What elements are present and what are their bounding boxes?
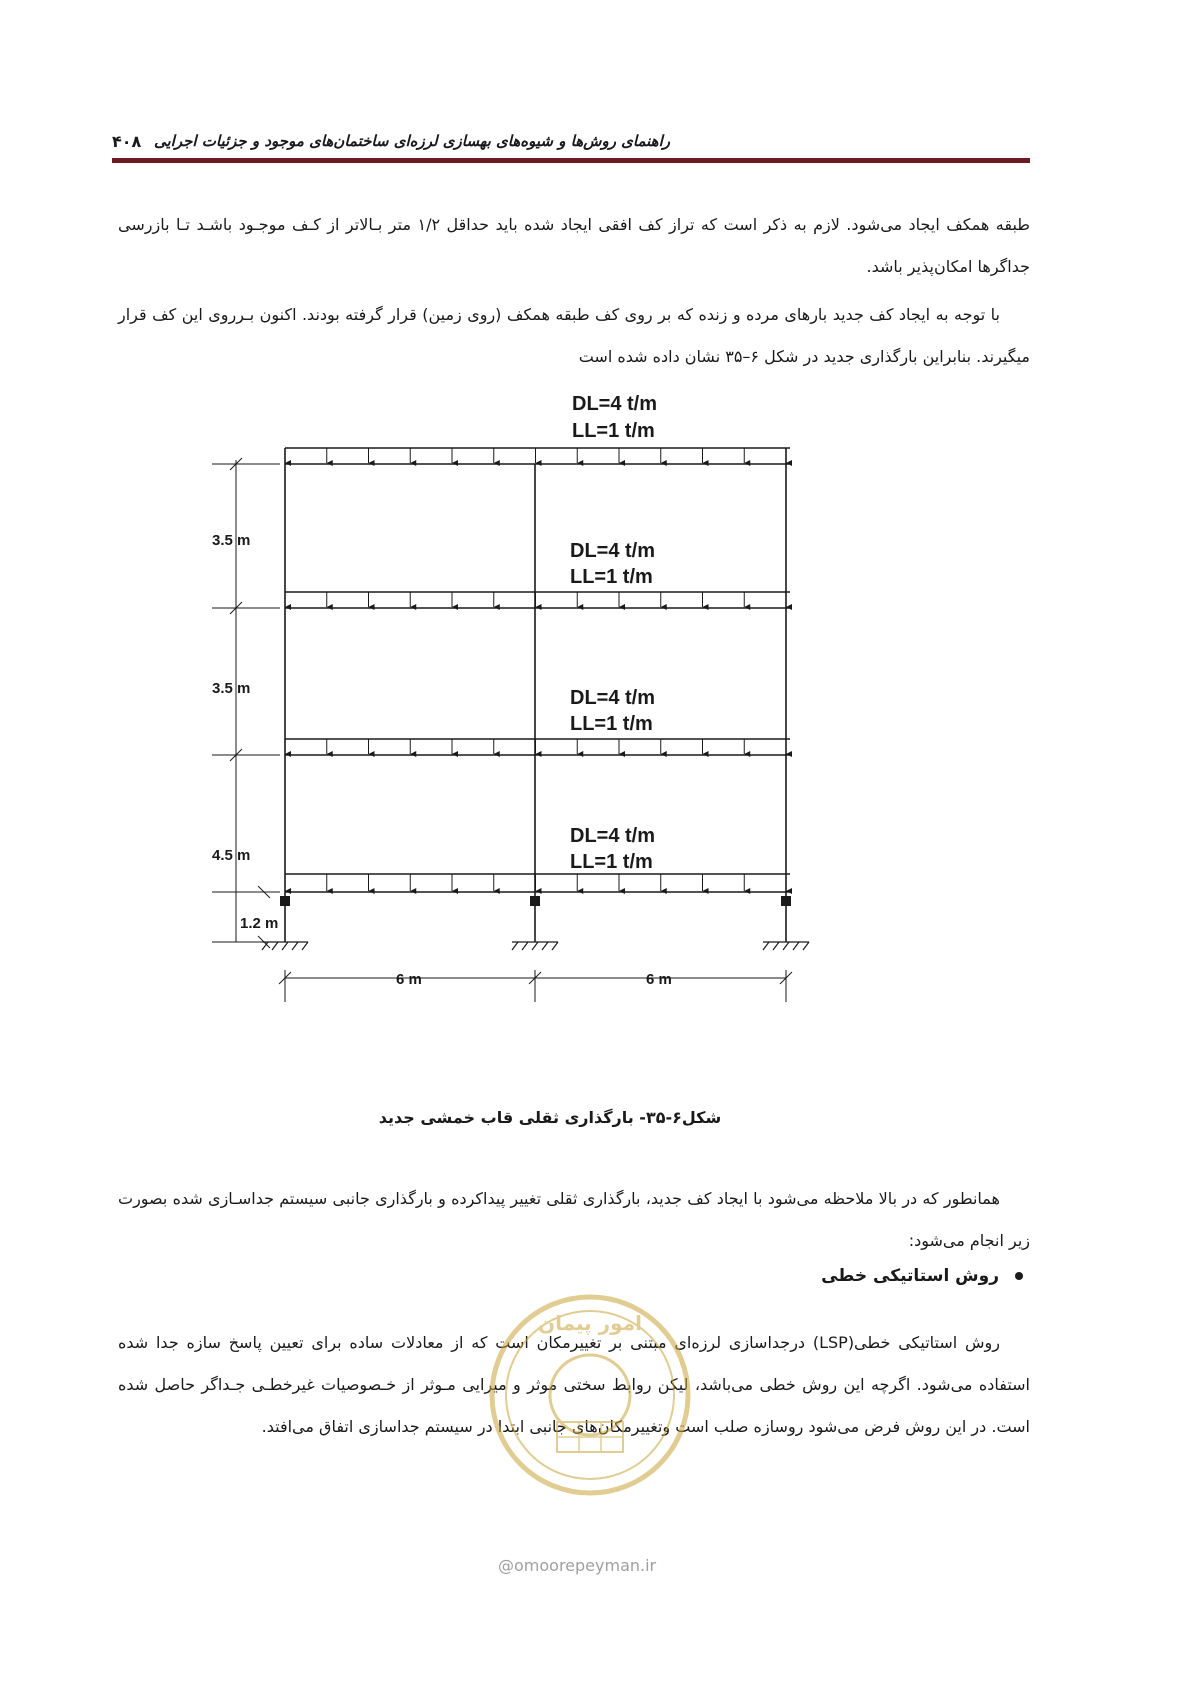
paragraph-1: طبقه همکف ایجاد می‌شود. لازم به ذکر است که تراز کف افقی ایجاد شده باید حداقل ۱/۲ متر بـالاتر از کـف موجـود باشـد تـا بازرسی جداگرها امکان‌پذیر باشد.: [118, 215, 1031, 276]
load-label-dl: DL=4 t/m: [570, 825, 656, 847]
load-label-ll: LL=1 t/m: [570, 851, 653, 873]
beams: [285, 448, 790, 892]
load-label-ll: LL=1 t/m: [570, 566, 653, 588]
header-rule: [112, 158, 1030, 163]
load-label-dl: DL=4 t/m: [570, 687, 656, 709]
story-height-label: 4.5 m: [212, 847, 251, 864]
width-dimension: [279, 970, 792, 1002]
figure-caption: شکل۶-۳۵- بارگذاری ثقلی قاب خمشی جدید: [378, 1108, 722, 1127]
story-height-label: 3.5 m: [212, 532, 251, 549]
paragraph-2: با توجه به ایجاد کف جدید بارهای مرده و زنده که بر روی کف طبقه همکف (روی زمین) قرار گرفته بودند. اکنون بـرروی این کف قرار میگیرند. بنابراین بارگذاری جدید در شکل ۶–۳۵ نشان داده شده است: [118, 305, 1030, 366]
load-label-dl: DL=4 t/m: [572, 393, 658, 415]
page-number: ۴۰۸: [112, 132, 142, 151]
load-label-dl: DL=4 t/m: [570, 540, 656, 562]
columns: [285, 448, 786, 942]
frame-loading-figure: [200, 393, 900, 1100]
isolator-nodes: [280, 896, 791, 906]
header-title: راهنمای روش‌ها و شیوه‌های بهسازی لرزه‌ای ساختمان‌های موجود و جزئیات اجرایی: [153, 132, 670, 150]
paragraph-3: همانطور که در بالا ملاحظه می‌شود با ایجاد کف جدید، بارگذاری ثقلی تغییر پیداکرده و بارگذاری جانبی سیستم جداسـازی شده بصورت زیر انجام می‌شود:: [118, 1189, 1030, 1250]
paragraph-4: روش استاتیکی خطی(LSP) درجداسازی لرزه‌ای مبتنی بر تغییرمکان است که از معادلات ساده برای تعیین پاسخ سازه جدا شده استفاده می‌شود. اگرچه این روش خطی می‌باشد، لیکن روابط سختی موثر و میرایی مـوثر از خـصوصیات غیرخطـی جـداگر حاصل شده است. در این روش فرض می‌شود روسازه صلب است وتغییرمکان‌های جانبی ابتدا در سیستم جداسازی اتفاق می‌افتد.: [118, 1333, 1030, 1436]
bullet-heading-text: روش استاتیکی خطی: [821, 1266, 999, 1286]
story-height-label: 1.2 m: [240, 915, 279, 932]
watermark-url: @omoorepeyman.ir: [498, 1556, 657, 1575]
bullet-heading: [821, 1266, 1023, 1286]
page-header: [112, 128, 1030, 164]
svg-text:امور پیمان: امور پیمان: [538, 1311, 642, 1335]
supports: [262, 942, 809, 950]
bay-width-label: 6 m: [646, 971, 672, 988]
watermark-logo: [485, 1290, 695, 1500]
load-label-ll: LL=1 t/m: [572, 420, 655, 442]
bay-width-label: 6 m: [396, 971, 422, 988]
dimension-labels: [212, 532, 672, 988]
bullet-dot-icon: [1015, 1272, 1023, 1280]
frame-diagram: [200, 393, 900, 1100]
story-height-label: 3.5 m: [212, 680, 251, 697]
load-labels: [570, 393, 657, 873]
load-label-ll: LL=1 t/m: [570, 713, 653, 735]
